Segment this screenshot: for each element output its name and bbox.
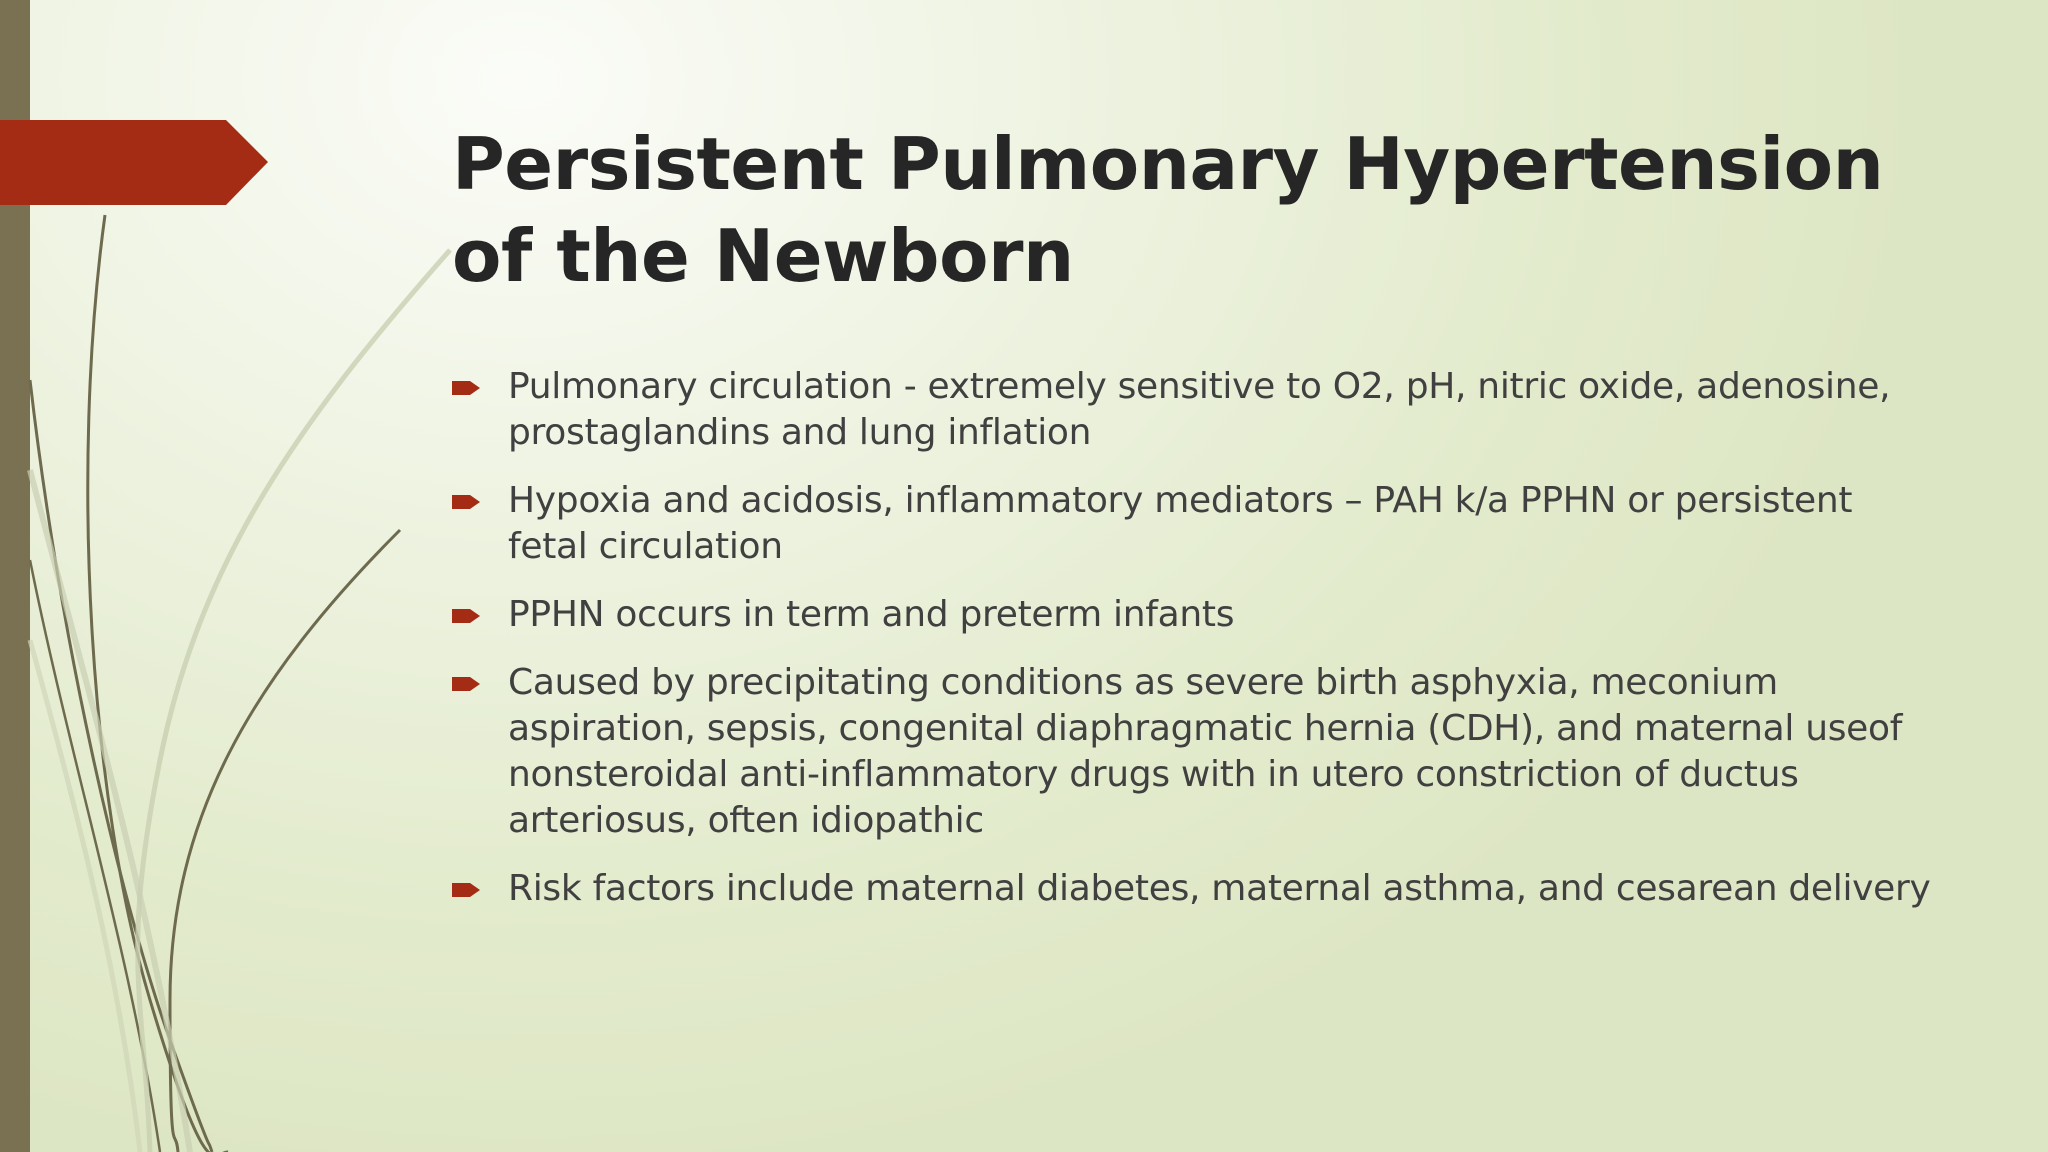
bullet-text: Caused by precipitating conditions as severe birth asphyxia, meconium aspiration, sepsis, congenital diaphragmatic hernia (CDH), and maternal useof nonsteroidal anti-inflammatory drugs with in utero constriction of ductus arteriosus, often idiopathic (508, 662, 1903, 841)
bullet-item (452, 866, 1932, 912)
bullet-text: PPHN occurs in term and preterm infants (508, 594, 1235, 635)
arrow-bullet-icon (452, 493, 482, 511)
arrow-bullet-icon (452, 881, 482, 899)
bullet-text: Pulmonary circulation - extremely sensitive to O2, pH, nitric oxide, adenosine, prostaglandins and lung inflation (508, 366, 1891, 453)
bullet-item (452, 364, 1932, 456)
bullet-item (452, 660, 1932, 844)
bullet-item (452, 478, 1932, 570)
arrow-bullet-icon (452, 675, 482, 693)
bullet-item (452, 592, 1932, 638)
bullet-text: Risk factors include maternal diabetes, maternal asthma, and cesarean delivery (508, 868, 1931, 909)
bullet-text: Hypoxia and acidosis, inflammatory mediators – PAH k/a PPHN or persistent fetal circulation (508, 480, 1853, 567)
bullet-list (452, 364, 1932, 934)
slide-title: Persistent Pulmonary Hypertension of the Newborn (452, 122, 1884, 298)
red-arrow-banner (0, 120, 268, 205)
arrow-bullet-icon (452, 379, 482, 397)
arrow-bullet-icon (452, 607, 482, 625)
